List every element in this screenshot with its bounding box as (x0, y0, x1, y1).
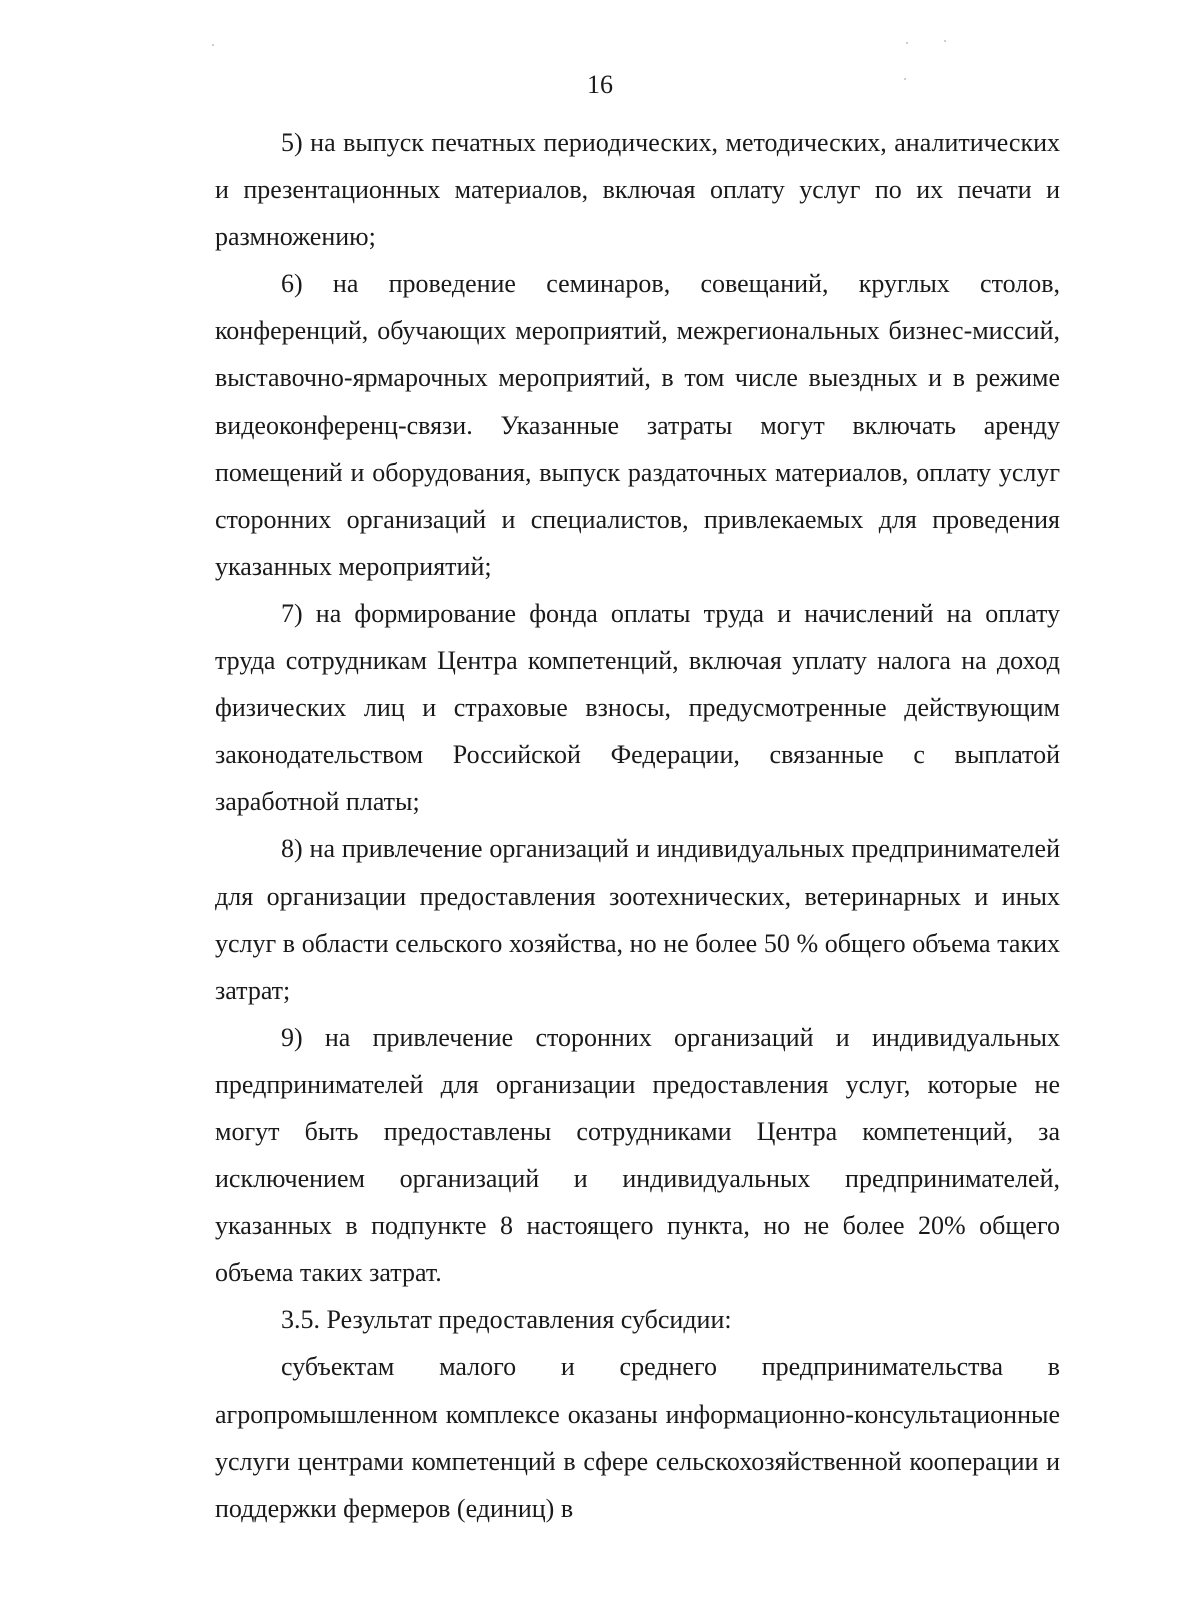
scan-speck (944, 40, 946, 42)
scan-speck (906, 42, 908, 44)
document-body (215, 119, 1060, 1532)
page-number: 16 (587, 70, 613, 99)
scan-speck (212, 44, 214, 46)
paragraph-result: субъектам малого и среднего предпринимательства в агропромышленном комплексе оказаны информационно-консультационные услуги центрами компетенций в сфере сельскохозяйственной кооперации и поддержки фермеров (единиц) в (215, 1352, 1060, 1523)
paragraph-item-6: 6) на проведение семинаров, совещаний, круглых столов, конференций, обучающих мероприятий, межрегиональных бизнес-миссий, выставочно-ярмарочных мероприятий, в том числе выездных и в режиме видеоконференц-связи. Указанные затраты могут включать аренду помещений и оборудования, выпуск раздаточных материалов, оплату услуг сторонних организаций и специалистов, привлекаемых для проведения указанных мероприятий; (215, 269, 1060, 581)
section-heading-3-5: 3.5. Результат предоставления субсидии: (281, 1305, 732, 1335)
paragraph-item-7: 7) на формирование фонда оплаты труда и начислений на оплату труда сотрудникам Центра компетенций, включая уплату налога на доход физических лиц и страховые взносы, предусмотренные действующим законодательством Российской Федерации, связанные с выплатой заработной платы; (215, 598, 1060, 817)
paragraph-item-5: 5) на выпуск печатных периодических, методических, аналитических и презентационных материалов, включая оплату услуг по их печати и размножению; (215, 128, 1060, 252)
paragraph-item-8: 8) на привлечение организаций и индивидуальных предпринимателей для организации предоставления зоотехнических, ветеринарных и иных услуг в области сельского хозяйства, но не более 50 % общего объема таких затрат; (215, 834, 1060, 1005)
paragraph-item-9: 9) на привлечение сторонних организаций и индивидуальных предпринимателей для организации предоставления услуг, которые не могут быть предоставлены сотрудниками Центра компетенций, за исключением организаций и индивидуальных предпринимателей, указанных в подпункте 8 настоящего пункта, но не более 20% общего объема таких затрат. (215, 1022, 1060, 1288)
